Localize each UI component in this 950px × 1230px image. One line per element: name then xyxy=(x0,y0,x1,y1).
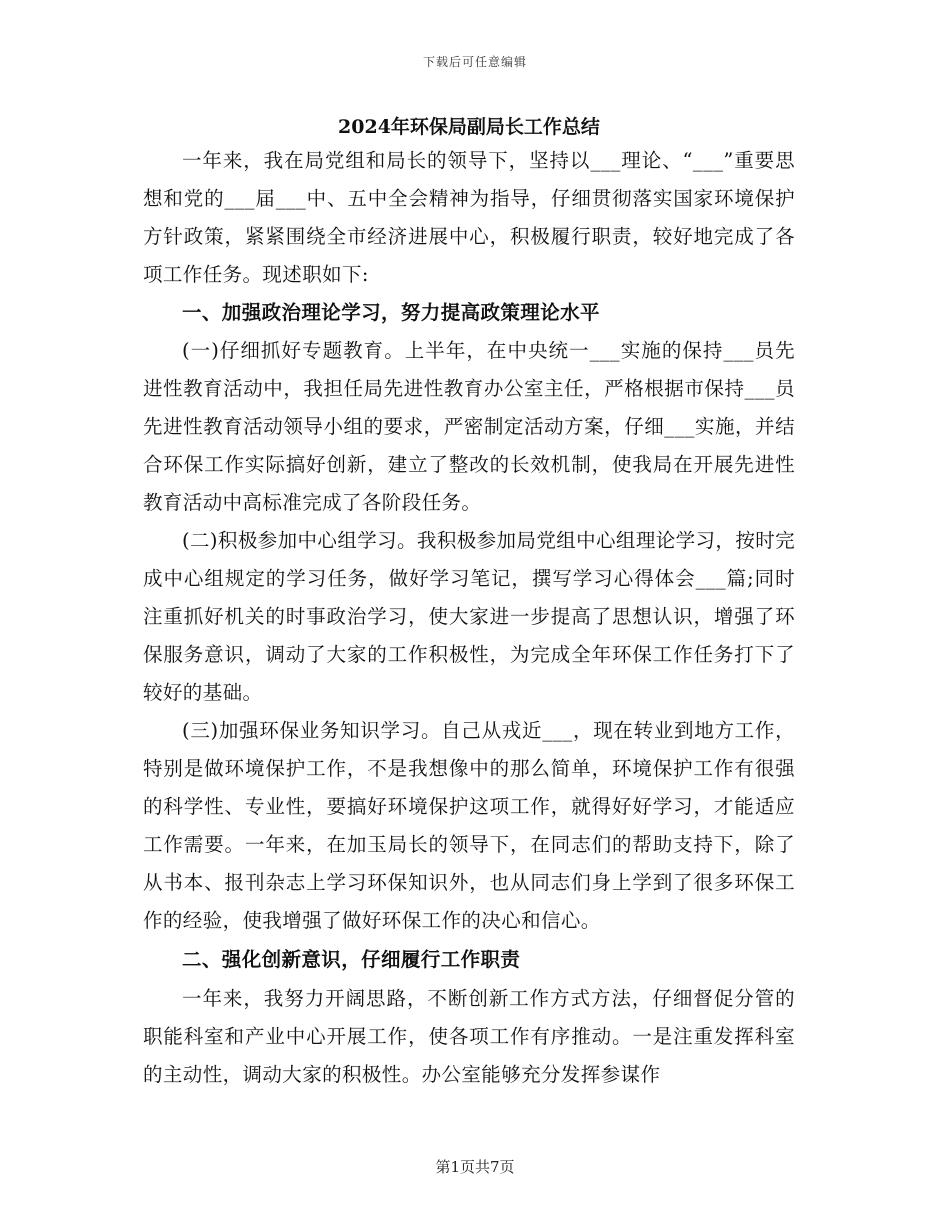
paragraph-1: (一)仔细抓好专题教育。上半年，在中央统一___实施的保持___员先进性教育活动中，我担任局先进性教育办公室主任，严格根据市保持___员先进性教育活动领导小组的要求，严密制定活动方案，仔细___实施，并结合环保工作实际搞好创新，建立了整改的长效机制，使我局在开展先进性教育活动中高标准完成了各阶段任务。 xyxy=(143,339,795,514)
header-note: 下载后可任意编辑 xyxy=(422,55,527,69)
document-title: 2024年环保局副局长工作总结 xyxy=(338,116,600,138)
section-heading-1: 一、加强政治理论学习，努力提高政策理论水平 xyxy=(182,301,600,324)
page-number: 第1页共7页 xyxy=(435,1158,515,1176)
paragraph-intro: 一年来，我在局党组和局长的领导下，坚持以___理论、“___”重要思想和党的___届___中、五中全会精神为指导，仔细贯彻落实国家环境保护方针政策，紧紧围绕全市经济进展中心，积极履行职责，较好地完成了各项工作任务。现述职如下: xyxy=(143,149,795,286)
paragraph-3: (三)加强环保业务知识学习。自己从戎近___，现在转业到地方工作，特别是做环境保护工作，不是我想像中的那么简单，环境保护工作有很强的科学性、专业性，要搞好环境保护这项工作，就得好好学习，才能适应工作需要。一年来，在加玉局长的领导下，在同志们的帮助支持下，除了从书本、报刊杂志上学习环保知识外，也从同志们身上学到了很多环保工作的经验，使我增强了做好环保工作的决心和信心。 xyxy=(143,719,795,932)
paragraph-4: 一年来，我努力开阔思路，不断创新工作方式方法，仔细督促分管的职能科室和产业中心开展工作，使各项工作有序推动。一是注重发挥科室的主动性，调动大家的积极性。办公室能够充分发挥参谋作 xyxy=(143,987,795,1086)
document-body xyxy=(143,112,795,1094)
paragraph-2: (二)积极参加中心组学习。我积极参加局党组中心组理论学习，按时完成中心组规定的学习任务，做好学习笔记，撰写学习心得体会___篇;同时注重抓好机关的时事政治学习，使大家进一步提高了思想认识，增强了环保服务意识，调动了大家的工作积极性，为完成全年环保工作任务打下了较好的基础。 xyxy=(143,529,796,704)
section-heading-2: 二、强化创新意识，仔细履行工作职责 xyxy=(182,948,521,971)
